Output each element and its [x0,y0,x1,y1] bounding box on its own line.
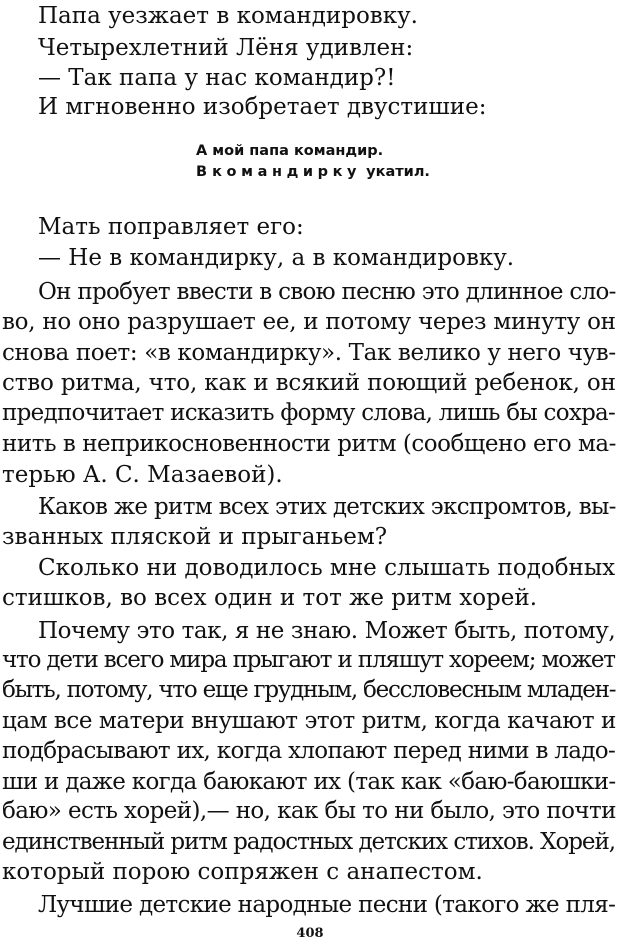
poem-line-2-prefix: В [196,164,213,180]
poem-spaced-word: командирку [212,164,362,180]
poem-line-1: А мой папа командир. [196,143,384,159]
text-line-14: Каков же ритм всех этих детских экспромтов, вы- [38,494,616,520]
text-line-26: который порою сопряжен с анапестом. [2,859,483,885]
text-line-15: званных пляской и прыганьем? [2,524,388,550]
text-line-22: подбрасывают их, когда хлопают перед ними в ладо- [2,738,616,764]
text-line-21: цам все матери внушают этот ритм, когда качают и [2,708,616,734]
text-line-12: нить в неприкосновенности ритм (сообщено его ма- [2,431,616,457]
text-line-9: снова поет: «в командирку». Так велико у него чув- [2,340,616,366]
text-line-8: во, но оно разрушает ее, и потому через минуту он [2,309,616,335]
text-line-11: предпочитает исказить форму слова, лишь бы сохра- [2,400,616,426]
text-line-27: Лучшие детские народные песни (такого же пля- [38,892,616,918]
text-line-13: терью А. С. Мазаевой). [2,462,283,488]
text-line-5: Мать поправляет его: [38,214,304,240]
text-line-1: Папа уезжает в командировку. [38,3,418,29]
text-line-7: Он пробует ввести в свою песню это длинное сло- [38,279,616,305]
text-line-6: — Не в командирку, а в командировку. [38,245,515,271]
text-line-4: И мгновенно изобретает двустишие: [38,94,487,120]
text-line-20: быть, потому, что еще грудным, бессловесным младен- [2,677,616,703]
text-line-19: что дети всего мира прыгают и пляшут хореем; может [2,647,615,673]
page-number: 408 [296,926,324,941]
text-line-17: стишков, во всех один и тот же ритм хорей. [2,585,538,611]
text-line-24: баю» есть хорей),— но, как бы то ни было, это почти [2,798,616,824]
poem-line-2 [196,163,430,181]
text-line-3: — Так папа у нас командир?! [38,65,396,91]
text-line-18: Почему это так, я не знаю. Может быть, потому, [38,618,616,644]
text-line-10: ство ритма, что, как и всякий поющий ребенок, он [2,370,616,396]
text-line-2: Четырехлетний Лёня удивлен: [38,35,414,61]
text-line-16: Сколько ни доводилось мне слышать подобных [38,555,616,581]
poem-line-2-suffix: укатил. [361,164,430,180]
text-line-25: единственный ритм радостных детских стихов. Хорей, [2,829,615,855]
text-line-23: ши и даже когда баюкают их (так как «баю-баюшки- [2,769,616,795]
